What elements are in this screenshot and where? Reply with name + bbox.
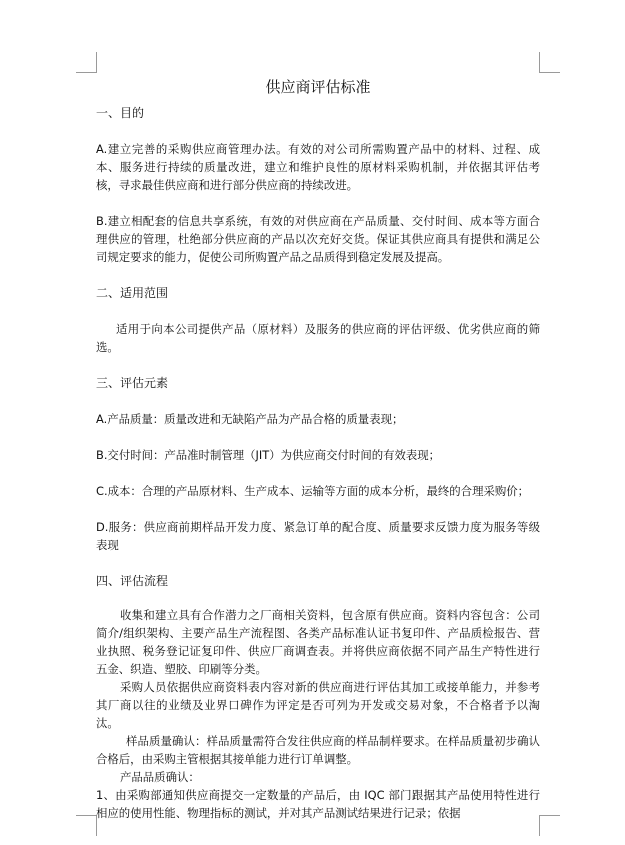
process-paragraph-sample: 样品质量确认：样品质量需符合发往供应商的样品制样要求。在样品质量初步确认合格后，由采购主管根据其接单能力进行订单调整。 [96,734,540,766]
element-service: D.服务：供应商前期样品开发力度、紧急订单的配合度、质量要求反馈力度为服务等级表现 [96,520,540,552]
element-delivery: B.交付时间：产品准时制管理（JIT）为供应商交付时间的有效表现； [96,448,441,462]
purpose-paragraph-b: B.建立相配套的信息共享系统，有效的对供应商在产品质量、交付时间、成本等方面合理供应的管理，杜绝部分供应商的产品以次充好交货。保证其供应商具有提供和满足公司规定要求的能力，促使公司所购置产品之品质得到稳定发展及提高。 [96,214,540,264]
scope-paragraph: 适用于向本公司提供产品（原材料）及服务的供应商的评估评级、优劣供应商的筛选。 [96,322,540,354]
section-heading-elements: 三、评估元素 [96,376,169,390]
section-heading-scope: 二、适用范围 [96,286,169,300]
section-heading-process: 四、评估流程 [96,574,169,588]
process-paragraph-evaluate: 采购人员依据供应商资料表内容对新的供应商进行评估其加工或接单能力，并参考其厂商以往的业绩及业界口碑作为评定是否可列为开发或交易对象，不合格者予以淘汰。 [96,680,540,730]
purpose-paragraph-a: A.建立完善的采购供应商管理办法。有效的对公司所需购置产品中的材料、过程、成本、服务进行持续的质量改进，建立和维护良性的原材料采购机制，并依据其评估考核，寻求最佳供应商和进行部分供应商的持续改进。 [96,142,540,192]
corner-mark-bottom-right [539,815,560,836]
document-page [96,76,540,822]
process-paragraph-collect: 收集和建立具有合作潜力之厂商相关资料，包含原有供应商。资料内容包含：公司简介/组织架构、主要产品生产流程图、各类产品标准认证书复印件、产品质检报告、营业执照、税务登记证复印件、供应厂商调查表。并将供应商依据不同产品生产特性进行五金、织造、塑胶、印刷等分类。 [96,608,540,676]
section-heading-purpose: 一、目的 [96,106,145,120]
process-paragraph-quality-step1: 1、由采购部通知供应商提交一定数量的产品后，由 IQC 部门跟据其产品使用特性进行相应的使用性能、物理指标的测试，并对其产品测试结果进行记录；依据 [96,788,540,820]
corner-mark-bottom-left [76,815,97,836]
process-paragraph-quality-heading: 产品品质确认： [120,770,200,784]
corner-mark-top-right [539,52,560,73]
element-cost: C.成本：合理的产品原材料、生产成本、运输等方面的成本分析，最终的合理采购价； [96,484,530,498]
corner-mark-top-left [76,52,97,73]
document-title: 供应商评估标准 [265,78,371,96]
element-quality: A.产品质量：质量改进和无缺陷产品为产品合格的质量表现； [96,412,404,426]
